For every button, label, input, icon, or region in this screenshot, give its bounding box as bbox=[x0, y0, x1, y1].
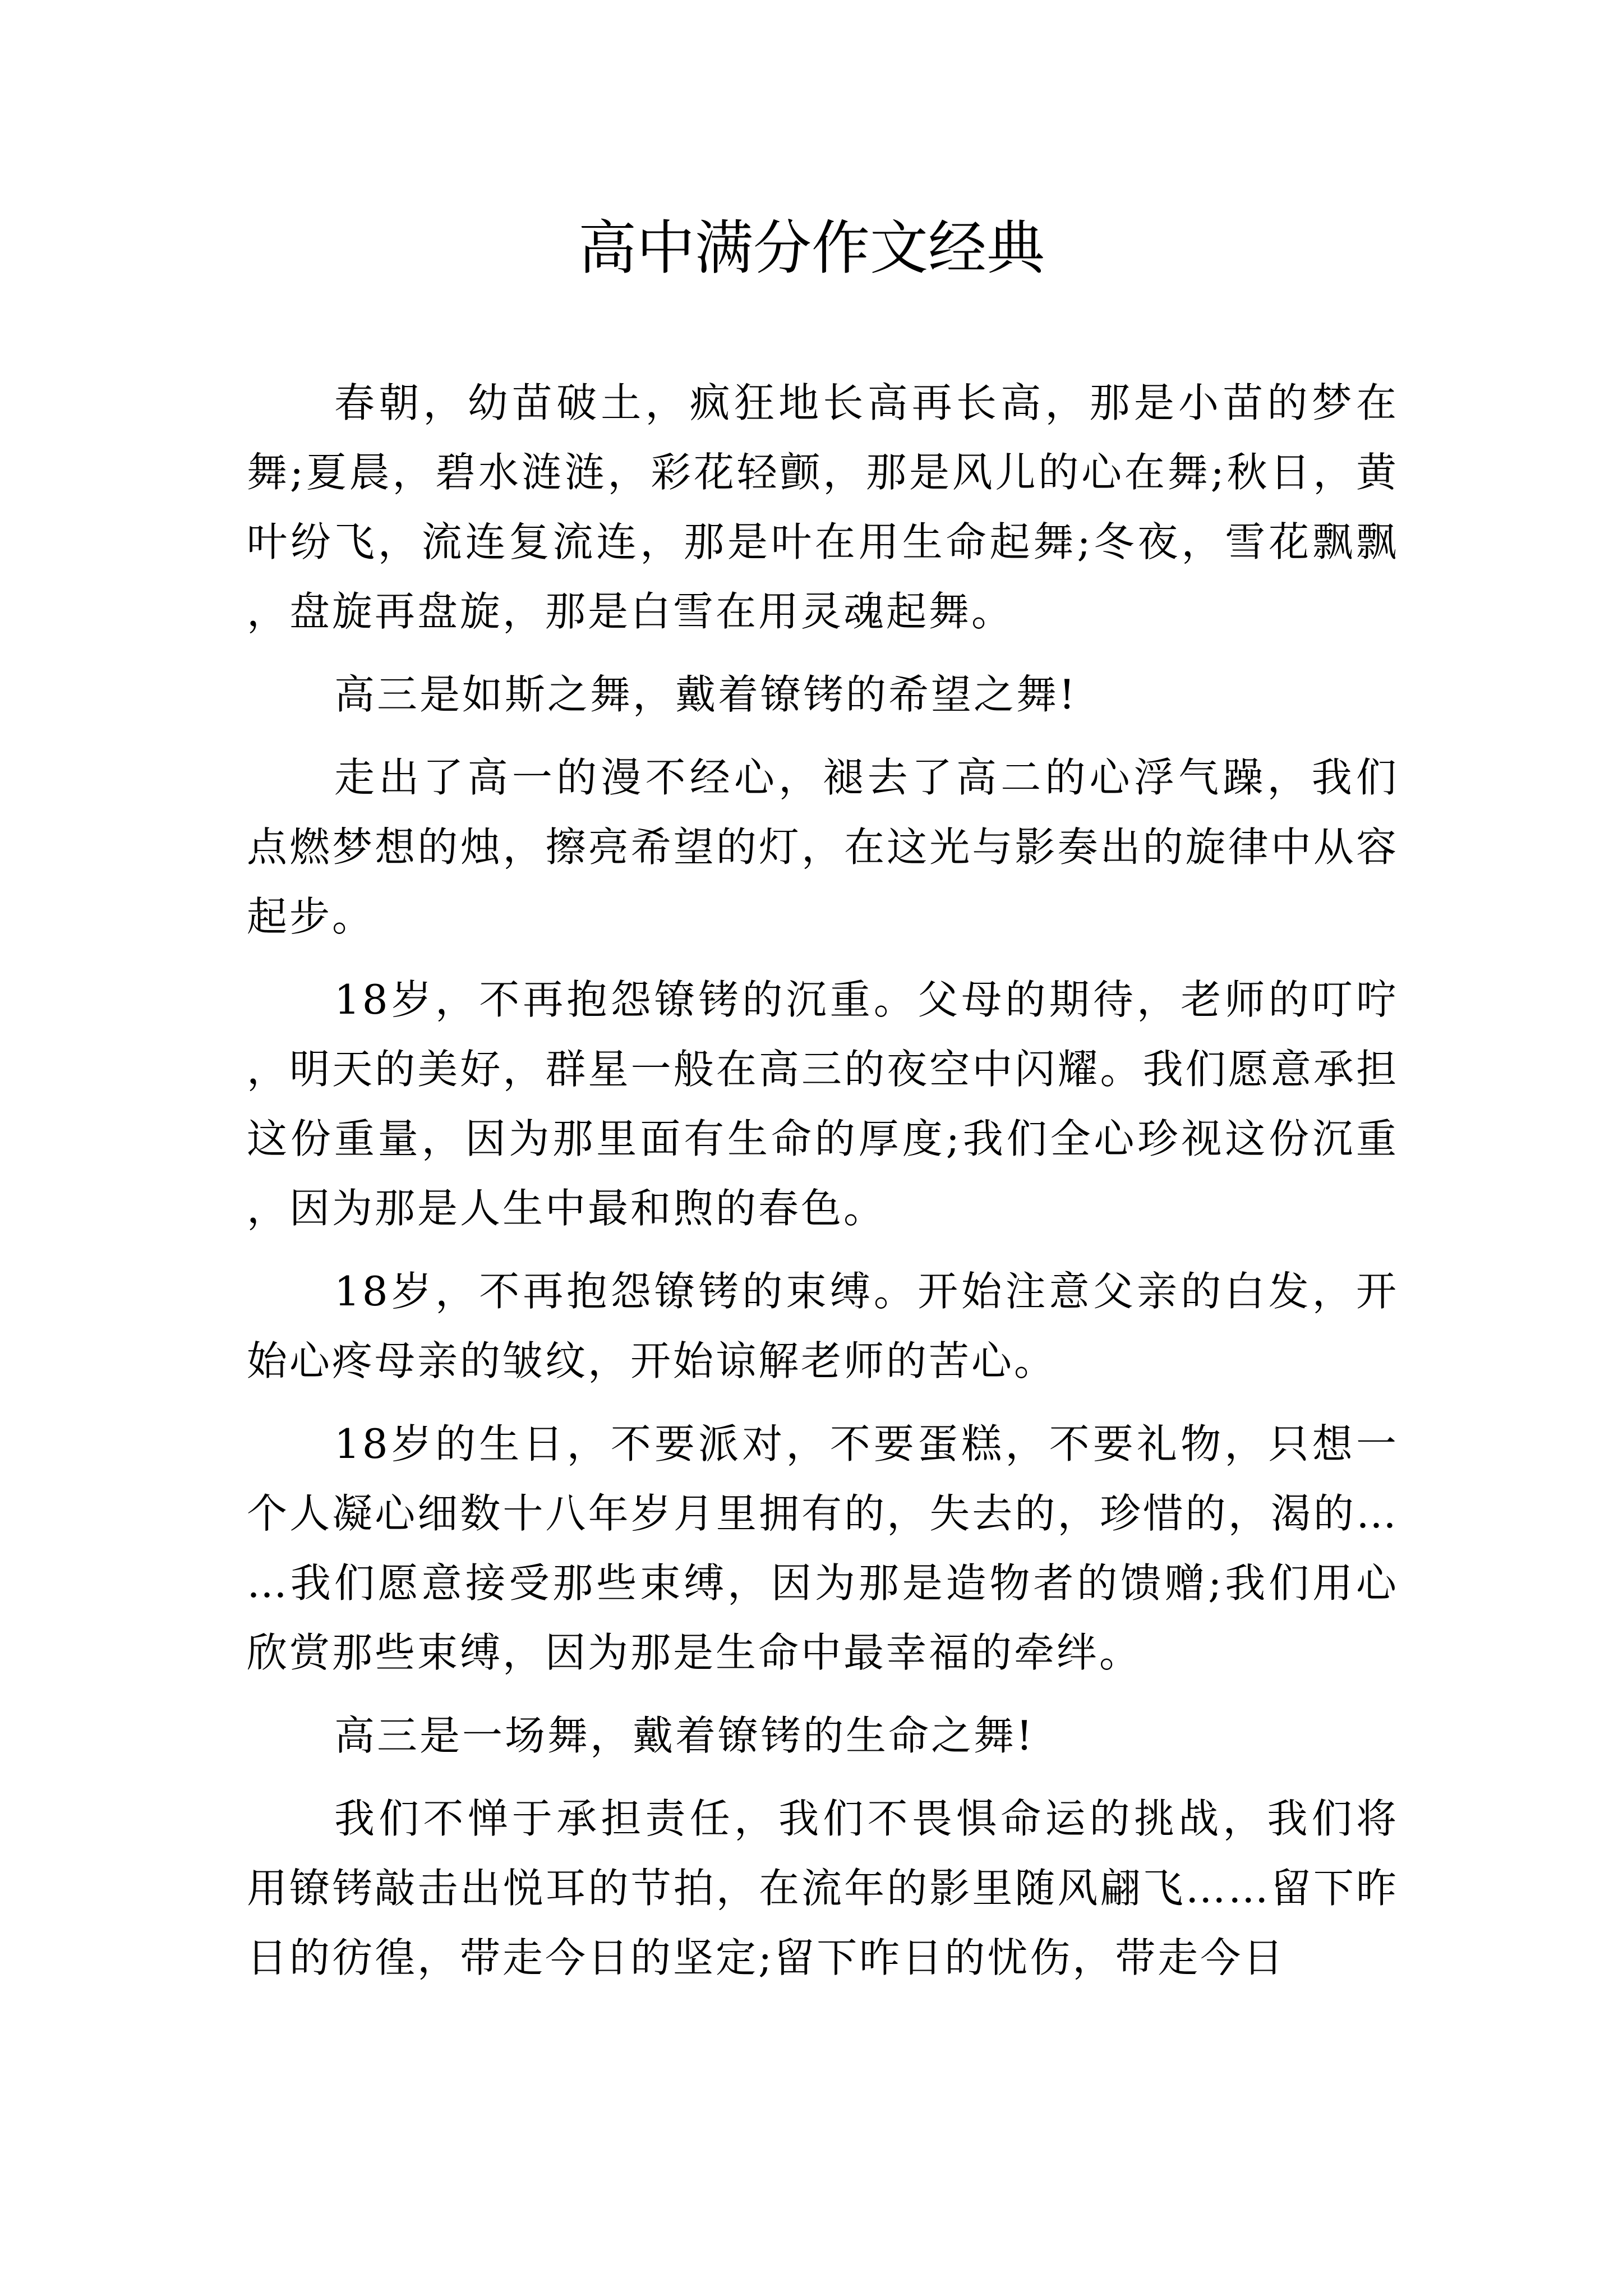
paragraph: 走出了高一的漫不经心，褪去了高二的心浮气躁，我们点燃梦想的烛，擦亮希望的灯，在这光与影奏出的旋律中从容起步。 bbox=[247, 754, 1399, 940]
document-title: 高中满分作文经典 bbox=[578, 214, 1045, 282]
paragraph: 高三是如斯之舞，戴着镣铐的希望之舞! bbox=[334, 671, 1077, 718]
document-body bbox=[247, 368, 1399, 2006]
paragraph: 高三是一场舞，戴着镣铐的生命之舞! bbox=[334, 1712, 1035, 1759]
paragraph: 我们不惮于承担责任，我们不畏惧命运的挑战，我们将用镣铐敲击出悦耳的节拍，在流年的影里随风翩飞……留下昨日的彷徨，带走今日的坚定;留下昨日的忧伤，带走今日 bbox=[247, 1795, 1399, 1981]
paragraph: 18岁的生日，不要派对，不要蛋糕，不要礼物，只想一个人凝心细数十八年岁月里拥有的，失去的，珍惜的，渴的……我们愿意接受那些束缚，因为那是造物者的馈赠;我们用心欣赏那些束缚，因为那是生命中最幸福的牵绊。 bbox=[247, 1420, 1399, 1676]
paragraph: 春朝，幼苗破土，疯狂地长高再长高，那是小苗的梦在舞;夏晨，碧水涟涟，彩花轻颤，那是风儿的心在舞;秋日，黄叶纷飞，流连复流连，那是叶在用生命起舞;冬夜，雪花飘飘，盘旋再盘旋，那是白雪在用灵魂起舞。 bbox=[247, 379, 1399, 635]
paragraph: 18岁，不再抱怨镣铐的沉重。父母的期待，老师的叮咛，明天的美好，群星一般在高三的夜空中闪耀。我们愿意承担这份重量，因为那里面有生命的厚度;我们全心珍视这份沉重，因为那是人生中最和煦的春色。 bbox=[247, 976, 1399, 1232]
paragraph: 18岁，不再抱怨镣铐的束缚。开始注意父亲的白发，开始心疼母亲的皱纹，开始谅解老师的苦心。 bbox=[247, 1268, 1399, 1384]
